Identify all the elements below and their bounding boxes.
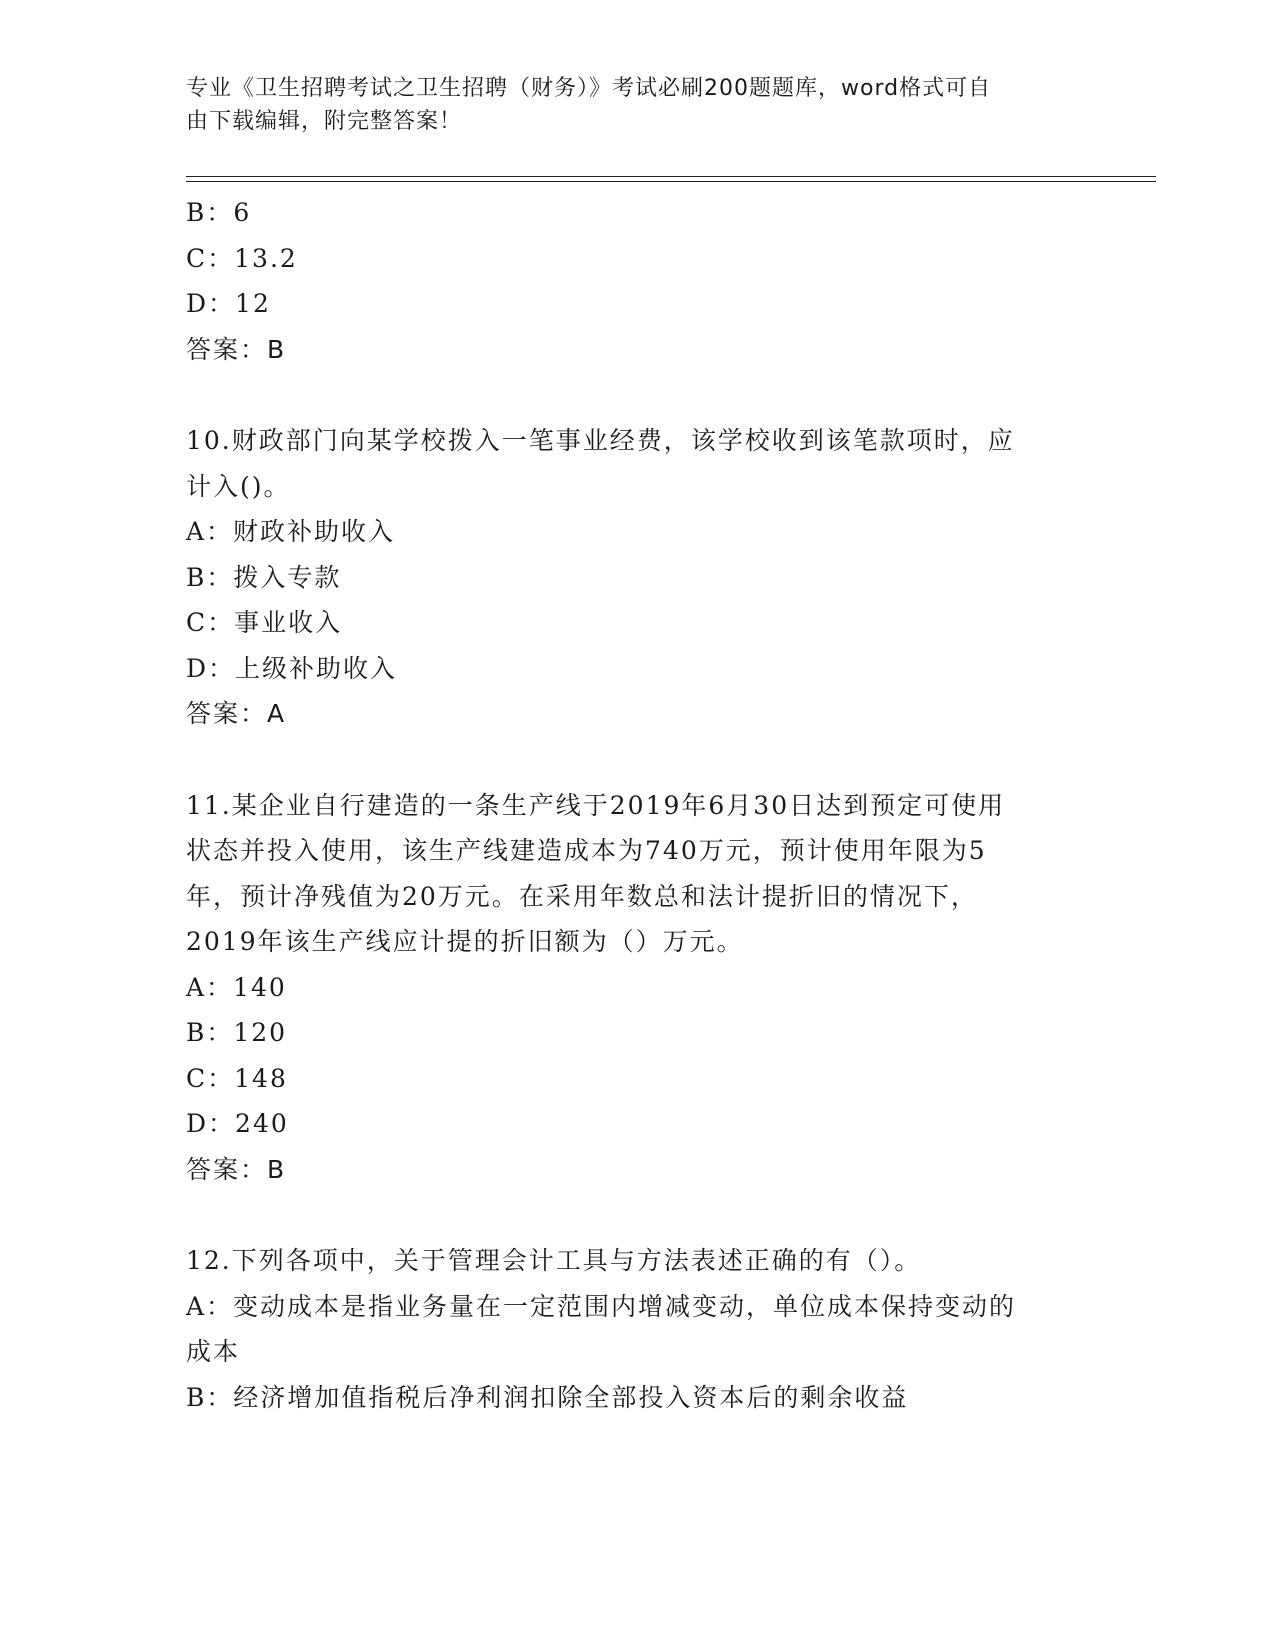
question-block-11 (186, 783, 1086, 1193)
spacer (186, 372, 1086, 418)
header-line-2: 由下载编辑，附完整答案！ (186, 109, 463, 134)
header-divider-top (186, 176, 1156, 177)
option-d: D：上级补助收入 (186, 653, 398, 683)
spacer (186, 1192, 1086, 1238)
option-b: B：经济增加值指税后净利润扣除全部投入资本后的剩余收益 (186, 1382, 909, 1412)
option-b: B：120 (186, 1018, 288, 1047)
header-divider-bottom (186, 181, 1156, 182)
question-text-line: 11.某企业自行建造的一条生产线于2019年6月30日达到预定可使用 (186, 790, 1006, 820)
option-a-continuation: 成本 (186, 1337, 241, 1366)
option-a: A：财政补助收入 (186, 517, 396, 546)
option-a: A：140 (186, 972, 287, 1002)
option-b: B：6 (186, 198, 252, 227)
question-text-line: 10.财政部门向某学校拨入一笔事业经费，该学校收到该笔款项时，应 (186, 426, 1015, 455)
spacer (186, 737, 1086, 783)
option-b: B：拨入专款 (186, 562, 342, 592)
option-a: A：变动成本是指业务量在一定范围内增减变动，单位成本保持变动的 (186, 1291, 1017, 1321)
option-d: D：240 (186, 1109, 289, 1138)
question-text-line: 年，预计净残值为20万元。在采用年数总和法计提折旧的情况下， (186, 881, 978, 911)
question-block-12 (186, 1238, 1086, 1420)
document-body (186, 190, 1086, 1420)
question-text-line: 计入()。 (186, 471, 291, 501)
question-block-10 (186, 418, 1086, 737)
answer-label: 答案：B (186, 334, 287, 364)
question-text-line: 状态并投入使用，该生产线建造成本为740万元，预计使用年限为5 (186, 836, 987, 865)
option-c: C：13.2 (186, 243, 298, 273)
header-line-1: 专业《卫生招聘考试之卫生招聘（财务）》考试必刷200题题库，word格式可自 (186, 76, 992, 101)
answer-label: 答案：B (186, 1154, 287, 1184)
question-text-line: 12.下列各项中，关于管理会计工具与方法表述正确的有（）。 (186, 1246, 922, 1275)
question-block-9 (186, 190, 1086, 372)
option-c: C：148 (186, 1063, 288, 1093)
document-header (186, 72, 1086, 138)
option-c: C：事业收入 (186, 608, 343, 637)
option-d: D：12 (186, 289, 271, 318)
question-text-line: 2019年该生产线应计提的折旧额为（）万元。 (186, 927, 744, 956)
answer-label: 答案：A (186, 699, 287, 728)
